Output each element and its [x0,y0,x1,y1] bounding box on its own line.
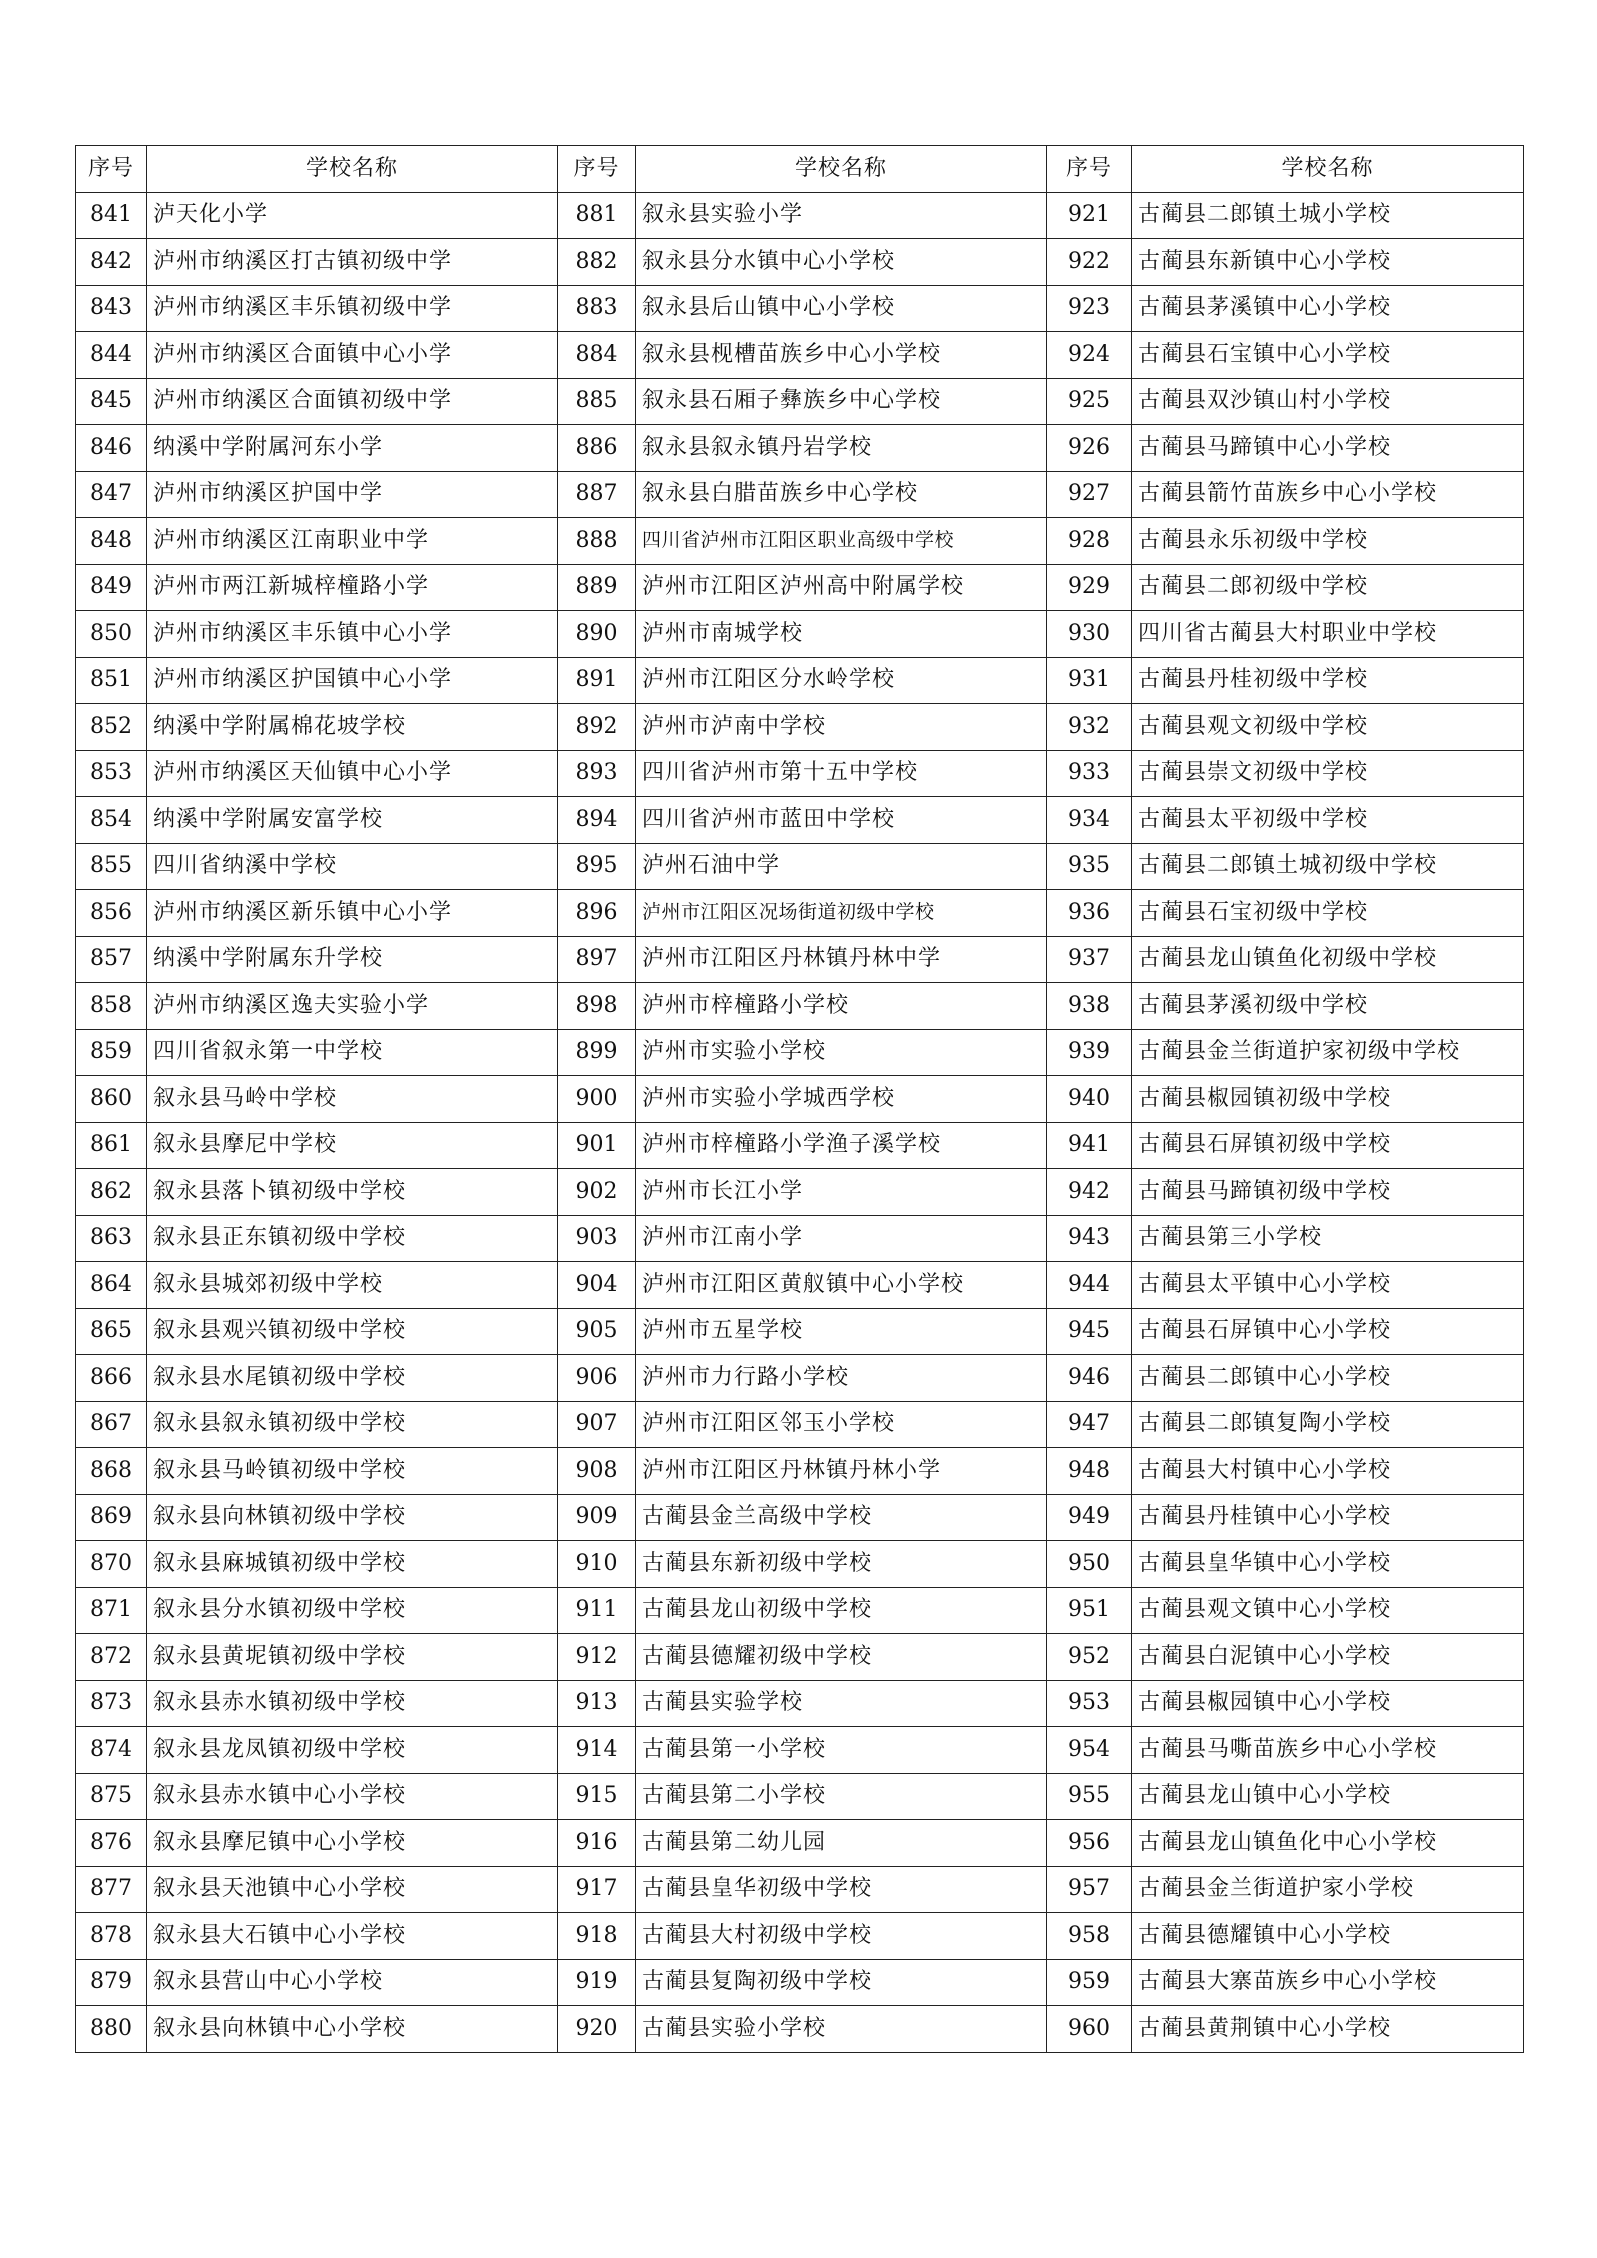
serial-number-cell: 851 [76,657,147,704]
school-name-cell: 泸州市纳溪区新乐镇中心小学 [147,890,558,937]
serial-number-cell: 854 [76,797,147,844]
school-name-cell: 叙永县黄坭镇初级中学校 [147,1634,558,1681]
serial-number-cell: 929 [1047,564,1132,611]
serial-number-cell: 919 [558,1959,636,2006]
table-row [76,1820,1524,1867]
school-name-cell: 叙永县大石镇中心小学校 [147,1913,558,1960]
serial-number-cell: 857 [76,936,147,983]
serial-number-cell: 893 [558,750,636,797]
serial-number-cell: 877 [76,1866,147,1913]
school-name-cell: 古蔺县双沙镇山村小学校 [1132,378,1524,425]
table-row [76,1587,1524,1634]
serial-number-cell: 936 [1047,890,1132,937]
school-name-cell: 泸州市江阳区丹林镇丹林中学 [636,936,1047,983]
serial-number-cell: 875 [76,1773,147,1820]
school-name-cell: 泸州市纳溪区打古镇初级中学 [147,239,558,286]
table-row [76,1029,1524,1076]
serial-number-cell: 891 [558,657,636,704]
serial-number-cell: 937 [1047,936,1132,983]
school-name-cell: 古蔺县丹桂初级中学校 [1132,657,1524,704]
serial-number-cell: 950 [1047,1541,1132,1588]
school-name-cell: 古蔺县东新镇中心小学校 [1132,239,1524,286]
school-name-cell: 叙永县白腊苗族乡中心学校 [636,471,1047,518]
serial-number-cell: 863 [76,1215,147,1262]
school-name-cell: 泸州市实验小学校 [636,1029,1047,1076]
serial-number-cell: 889 [558,564,636,611]
school-name-cell: 泸州市纳溪区护国中学 [147,471,558,518]
school-name-cell: 泸州市江阳区黄舣镇中心小学校 [636,1262,1047,1309]
serial-number-cell: 944 [1047,1262,1132,1309]
serial-number-cell: 920 [558,2006,636,2053]
serial-number-cell: 880 [76,2006,147,2053]
school-name-cell: 古蔺县二郎镇土城初级中学校 [1132,843,1524,890]
serial-number-cell: 895 [558,843,636,890]
school-name-cell: 古蔺县龙山镇中心小学校 [1132,1773,1524,1820]
serial-number-cell: 881 [558,192,636,239]
serial-number-cell: 934 [1047,797,1132,844]
table-row [76,797,1524,844]
school-name-cell: 叙永县赤水镇初级中学校 [147,1680,558,1727]
serial-number-cell: 906 [558,1355,636,1402]
school-name-cell: 古蔺县实验学校 [636,1680,1047,1727]
serial-number-cell: 892 [558,704,636,751]
school-name-cell: 叙永县摩尼中学校 [147,1122,558,1169]
serial-number-cell: 927 [1047,471,1132,518]
school-name-cell: 古蔺县大村初级中学校 [636,1913,1047,1960]
school-name-cell: 泸州市长江小学 [636,1169,1047,1216]
school-name-cell: 古蔺县第二小学校 [636,1773,1047,1820]
serial-number-cell: 898 [558,983,636,1030]
table-row [76,704,1524,751]
school-name-cell: 古蔺县金兰高级中学校 [636,1494,1047,1541]
school-name-cell: 泸州市纳溪区江南职业中学 [147,518,558,565]
serial-number-cell: 871 [76,1587,147,1634]
serial-number-cell: 959 [1047,1959,1132,2006]
serial-number-cell: 841 [76,192,147,239]
school-name-cell: 古蔺县第二幼儿园 [636,1820,1047,1867]
serial-number-cell: 905 [558,1308,636,1355]
school-name-cell: 泸州市江阳区泸州高中附属学校 [636,564,1047,611]
school-name-cell: 叙永县龙凤镇初级中学校 [147,1727,558,1774]
school-name-cell: 四川省古蔺县大村职业中学校 [1132,611,1524,658]
school-name-cell: 古蔺县黄荆镇中心小学校 [1132,2006,1524,2053]
school-name-cell: 泸州市纳溪区天仙镇中心小学 [147,750,558,797]
table-row [76,1262,1524,1309]
serial-number-cell: 948 [1047,1448,1132,1495]
school-name-cell: 古蔺县太平初级中学校 [1132,797,1524,844]
serial-number-cell: 887 [558,471,636,518]
school-name-cell: 叙永县城郊初级中学校 [147,1262,558,1309]
school-name-cell: 古蔺县金兰街道护家初级中学校 [1132,1029,1524,1076]
serial-number-cell: 866 [76,1355,147,1402]
school-name-cell: 古蔺县丹桂镇中心小学校 [1132,1494,1524,1541]
school-name-cell: 泸州市纳溪区丰乐镇初级中学 [147,285,558,332]
school-name-cell: 泸州市江阳区丹林镇丹林小学 [636,1448,1047,1495]
header-school-name-3: 学校名称 [1132,146,1524,193]
school-name-cell: 叙永县向林镇初级中学校 [147,1494,558,1541]
table-row [76,239,1524,286]
serial-number-cell: 941 [1047,1122,1132,1169]
serial-number-cell: 903 [558,1215,636,1262]
school-name-cell: 叙永县叙永镇初级中学校 [147,1401,558,1448]
serial-number-cell: 901 [558,1122,636,1169]
serial-number-cell: 943 [1047,1215,1132,1262]
serial-number-cell: 846 [76,425,147,472]
school-name-cell: 叙永县向林镇中心小学校 [147,2006,558,2053]
school-name-cell: 泸州市江阳区邻玉小学校 [636,1401,1047,1448]
serial-number-cell: 908 [558,1448,636,1495]
school-name-cell: 纳溪中学附属安富学校 [147,797,558,844]
school-name-cell: 古蔺县椒园镇初级中学校 [1132,1076,1524,1123]
school-name-cell: 古蔺县实验小学校 [636,2006,1047,2053]
school-name-cell: 叙永县枧槽苗族乡中心小学校 [636,332,1047,379]
serial-number-cell: 860 [76,1076,147,1123]
school-name-cell: 古蔺县白泥镇中心小学校 [1132,1634,1524,1681]
header-serial-1: 序号 [76,146,147,193]
serial-number-cell: 869 [76,1494,147,1541]
serial-number-cell: 868 [76,1448,147,1495]
school-name-cell: 古蔺县马嘶苗族乡中心小学校 [1132,1727,1524,1774]
serial-number-cell: 921 [1047,192,1132,239]
serial-number-cell: 894 [558,797,636,844]
table-row [76,1355,1524,1402]
school-name-cell: 古蔺县龙山初级中学校 [636,1587,1047,1634]
serial-number-cell: 902 [558,1169,636,1216]
serial-number-cell: 956 [1047,1820,1132,1867]
school-name-cell: 泸州市南城学校 [636,611,1047,658]
serial-number-cell: 952 [1047,1634,1132,1681]
table-row [76,1959,1524,2006]
school-name-cell: 叙永县观兴镇初级中学校 [147,1308,558,1355]
serial-number-cell: 928 [1047,518,1132,565]
school-name-cell: 纳溪中学附属东升学校 [147,936,558,983]
serial-number-cell: 932 [1047,704,1132,751]
school-name-cell: 四川省泸州市第十五中学校 [636,750,1047,797]
serial-number-cell: 942 [1047,1169,1132,1216]
serial-number-cell: 874 [76,1727,147,1774]
serial-number-cell: 884 [558,332,636,379]
school-name-cell: 泸州市泸南中学校 [636,704,1047,751]
school-name-cell: 古蔺县龙山镇鱼化初级中学校 [1132,936,1524,983]
serial-number-cell: 873 [76,1680,147,1727]
school-name-cell: 古蔺县皇华初级中学校 [636,1866,1047,1913]
serial-number-cell: 850 [76,611,147,658]
table-row [76,611,1524,658]
serial-number-cell: 947 [1047,1401,1132,1448]
school-name-cell: 叙永县实验小学 [636,192,1047,239]
school-name-cell: 古蔺县第三小学校 [1132,1215,1524,1262]
serial-number-cell: 911 [558,1587,636,1634]
table-row [76,657,1524,704]
header-school-name-2: 学校名称 [636,146,1047,193]
serial-number-cell: 879 [76,1959,147,2006]
serial-number-cell: 918 [558,1913,636,1960]
table-row [76,983,1524,1030]
school-name-cell: 四川省纳溪中学校 [147,843,558,890]
table-row [76,890,1524,937]
table-row [76,1122,1524,1169]
serial-number-cell: 856 [76,890,147,937]
school-name-cell: 古蔺县椒园镇中心小学校 [1132,1680,1524,1727]
school-name-cell: 古蔺县金兰街道护家小学校 [1132,1866,1524,1913]
serial-number-cell: 900 [558,1076,636,1123]
table-row [76,1215,1524,1262]
serial-number-cell: 896 [558,890,636,937]
serial-number-cell: 913 [558,1680,636,1727]
table-row [76,1913,1524,1960]
school-name-cell: 叙永县马岭中学校 [147,1076,558,1123]
serial-number-cell: 923 [1047,285,1132,332]
school-name-cell: 叙永县叙永镇丹岩学校 [636,425,1047,472]
school-name-cell: 叙永县分水镇初级中学校 [147,1587,558,1634]
school-name-cell: 泸天化小学 [147,192,558,239]
serial-number-cell: 957 [1047,1866,1132,1913]
school-name-cell: 泸州市江阳区况场街道初级中学校 [636,890,1047,937]
serial-number-cell: 951 [1047,1587,1132,1634]
school-name-cell: 古蔺县东新初级中学校 [636,1541,1047,1588]
serial-number-cell: 870 [76,1541,147,1588]
school-name-cell: 泸州市江阳区分水岭学校 [636,657,1047,704]
school-name-cell: 泸州市两江新城梓橦路小学 [147,564,558,611]
serial-number-cell: 849 [76,564,147,611]
school-name-cell: 纳溪中学附属河东小学 [147,425,558,472]
school-name-cell: 古蔺县二郎镇土城小学校 [1132,192,1524,239]
table-row [76,1727,1524,1774]
school-name-cell: 叙永县正东镇初级中学校 [147,1215,558,1262]
school-name-cell: 叙永县落卜镇初级中学校 [147,1169,558,1216]
serial-number-cell: 878 [76,1913,147,1960]
serial-number-cell: 935 [1047,843,1132,890]
table-row [76,518,1524,565]
school-name-cell: 叙永县摩尼镇中心小学校 [147,1820,558,1867]
serial-number-cell: 847 [76,471,147,518]
school-name-cell: 古蔺县石屏镇中心小学校 [1132,1308,1524,1355]
serial-number-cell: 926 [1047,425,1132,472]
serial-number-cell: 938 [1047,983,1132,1030]
serial-number-cell: 925 [1047,378,1132,425]
school-name-cell: 古蔺县复陶初级中学校 [636,1959,1047,2006]
school-name-cell: 古蔺县石屏镇初级中学校 [1132,1122,1524,1169]
serial-number-cell: 933 [1047,750,1132,797]
school-name-cell: 泸州市梓橦路小学校 [636,983,1047,1030]
serial-number-cell: 876 [76,1820,147,1867]
school-name-cell: 泸州市五星学校 [636,1308,1047,1355]
school-name-cell: 叙永县后山镇中心小学校 [636,285,1047,332]
school-name-cell: 古蔺县大寨苗族乡中心小学校 [1132,1959,1524,2006]
table-row [76,285,1524,332]
serial-number-cell: 955 [1047,1773,1132,1820]
school-name-cell: 泸州市纳溪区合面镇中心小学 [147,332,558,379]
school-name-cell: 四川省泸州市江阳区职业高级中学校 [636,518,1047,565]
serial-number-cell: 924 [1047,332,1132,379]
serial-number-cell: 888 [558,518,636,565]
serial-number-cell: 917 [558,1866,636,1913]
table-row [76,1169,1524,1216]
serial-number-cell: 958 [1047,1913,1132,1960]
serial-number-cell: 885 [558,378,636,425]
serial-number-cell: 916 [558,1820,636,1867]
serial-number-cell: 931 [1047,657,1132,704]
school-name-cell: 古蔺县茅溪初级中学校 [1132,983,1524,1030]
school-name-cell: 古蔺县二郎镇复陶小学校 [1132,1401,1524,1448]
serial-number-cell: 940 [1047,1076,1132,1123]
school-name-cell: 古蔺县马蹄镇初级中学校 [1132,1169,1524,1216]
serial-number-cell: 954 [1047,1727,1132,1774]
header-serial-3: 序号 [1047,146,1132,193]
serial-number-cell: 890 [558,611,636,658]
serial-number-cell: 859 [76,1029,147,1076]
serial-number-cell: 910 [558,1541,636,1588]
serial-number-cell: 945 [1047,1308,1132,1355]
school-name-cell: 叙永县营山中心小学校 [147,1959,558,2006]
school-name-cell: 古蔺县箭竹苗族乡中心小学校 [1132,471,1524,518]
school-name-cell: 古蔺县观文初级中学校 [1132,704,1524,751]
serial-number-cell: 865 [76,1308,147,1355]
table-row [76,936,1524,983]
school-name-cell: 古蔺县二郎初级中学校 [1132,564,1524,611]
serial-number-cell: 861 [76,1122,147,1169]
table-row [76,1076,1524,1123]
school-name-cell: 四川省泸州市蓝田中学校 [636,797,1047,844]
table-row [76,1866,1524,1913]
school-name-cell: 古蔺县皇华镇中心小学校 [1132,1541,1524,1588]
serial-number-cell: 939 [1047,1029,1132,1076]
table-row [76,471,1524,518]
serial-number-cell: 867 [76,1401,147,1448]
serial-number-cell: 907 [558,1401,636,1448]
serial-number-cell: 872 [76,1634,147,1681]
serial-number-cell: 845 [76,378,147,425]
school-name-cell: 叙永县水尾镇初级中学校 [147,1355,558,1402]
serial-number-cell: 853 [76,750,147,797]
school-name-cell: 纳溪中学附属棉花坡学校 [147,704,558,751]
school-name-cell: 泸州市纳溪区护国镇中心小学 [147,657,558,704]
school-name-cell: 泸州市实验小学城西学校 [636,1076,1047,1123]
school-name-cell: 古蔺县石宝镇中心小学校 [1132,332,1524,379]
serial-number-cell: 852 [76,704,147,751]
table-row [76,378,1524,425]
table-row [76,1308,1524,1355]
serial-number-cell: 858 [76,983,147,1030]
school-name-cell: 古蔺县德耀镇中心小学校 [1132,1913,1524,1960]
serial-number-cell: 883 [558,285,636,332]
serial-number-cell: 886 [558,425,636,472]
serial-number-cell: 862 [76,1169,147,1216]
school-list-table [75,145,1524,2053]
header-school-name-1: 学校名称 [147,146,558,193]
serial-number-cell: 953 [1047,1680,1132,1727]
school-name-cell: 古蔺县大村镇中心小学校 [1132,1448,1524,1495]
serial-number-cell: 864 [76,1262,147,1309]
serial-number-cell: 946 [1047,1355,1132,1402]
school-name-cell: 泸州市力行路小学校 [636,1355,1047,1402]
table-row [76,332,1524,379]
serial-number-cell: 844 [76,332,147,379]
school-name-cell: 古蔺县茅溪镇中心小学校 [1132,285,1524,332]
school-name-cell: 泸州市江南小学 [636,1215,1047,1262]
serial-number-cell: 960 [1047,2006,1132,2053]
header-serial-2: 序号 [558,146,636,193]
school-name-cell: 古蔺县永乐初级中学校 [1132,518,1524,565]
serial-number-cell: 912 [558,1634,636,1681]
serial-number-cell: 848 [76,518,147,565]
table-row [76,2006,1524,2053]
serial-number-cell: 855 [76,843,147,890]
serial-number-cell: 882 [558,239,636,286]
school-name-cell: 古蔺县马蹄镇中心小学校 [1132,425,1524,472]
school-name-cell: 泸州市纳溪区合面镇初级中学 [147,378,558,425]
school-name-cell: 古蔺县二郎镇中心小学校 [1132,1355,1524,1402]
school-name-cell: 叙永县石厢子彝族乡中心学校 [636,378,1047,425]
school-name-cell: 古蔺县观文镇中心小学校 [1132,1587,1524,1634]
school-name-cell: 古蔺县龙山镇鱼化中心小学校 [1132,1820,1524,1867]
serial-number-cell: 922 [1047,239,1132,286]
serial-number-cell: 897 [558,936,636,983]
table-row [76,1634,1524,1681]
serial-number-cell: 930 [1047,611,1132,658]
serial-number-cell: 909 [558,1494,636,1541]
header-row [76,146,1524,193]
school-name-cell: 古蔺县太平镇中心小学校 [1132,1262,1524,1309]
school-name-cell: 叙永县赤水镇中心小学校 [147,1773,558,1820]
school-name-cell: 古蔺县第一小学校 [636,1727,1047,1774]
serial-number-cell: 899 [558,1029,636,1076]
table-row [76,1448,1524,1495]
school-name-cell: 叙永县天池镇中心小学校 [147,1866,558,1913]
serial-number-cell: 904 [558,1262,636,1309]
table-row [76,1773,1524,1820]
school-name-cell: 泸州市纳溪区丰乐镇中心小学 [147,611,558,658]
table-row [76,1541,1524,1588]
school-name-cell: 叙永县马岭镇初级中学校 [147,1448,558,1495]
serial-number-cell: 915 [558,1773,636,1820]
table-row [76,1494,1524,1541]
school-name-cell: 叙永县麻城镇初级中学校 [147,1541,558,1588]
table-row [76,1680,1524,1727]
school-name-cell: 古蔺县石宝初级中学校 [1132,890,1524,937]
serial-number-cell: 914 [558,1727,636,1774]
serial-number-cell: 842 [76,239,147,286]
table-row [76,564,1524,611]
school-name-cell: 叙永县分水镇中心小学校 [636,239,1047,286]
table-row [76,750,1524,797]
table-row [76,843,1524,890]
serial-number-cell: 949 [1047,1494,1132,1541]
serial-number-cell: 843 [76,285,147,332]
table-row [76,425,1524,472]
school-name-cell: 古蔺县德耀初级中学校 [636,1634,1047,1681]
school-name-cell: 泸州市纳溪区逸夫实验小学 [147,983,558,1030]
table-row [76,1401,1524,1448]
school-name-cell: 泸州石油中学 [636,843,1047,890]
table-body [76,192,1524,2052]
table-row [76,192,1524,239]
school-name-cell: 泸州市梓橦路小学渔子溪学校 [636,1122,1047,1169]
school-name-cell: 古蔺县崇文初级中学校 [1132,750,1524,797]
school-name-cell: 四川省叙永第一中学校 [147,1029,558,1076]
